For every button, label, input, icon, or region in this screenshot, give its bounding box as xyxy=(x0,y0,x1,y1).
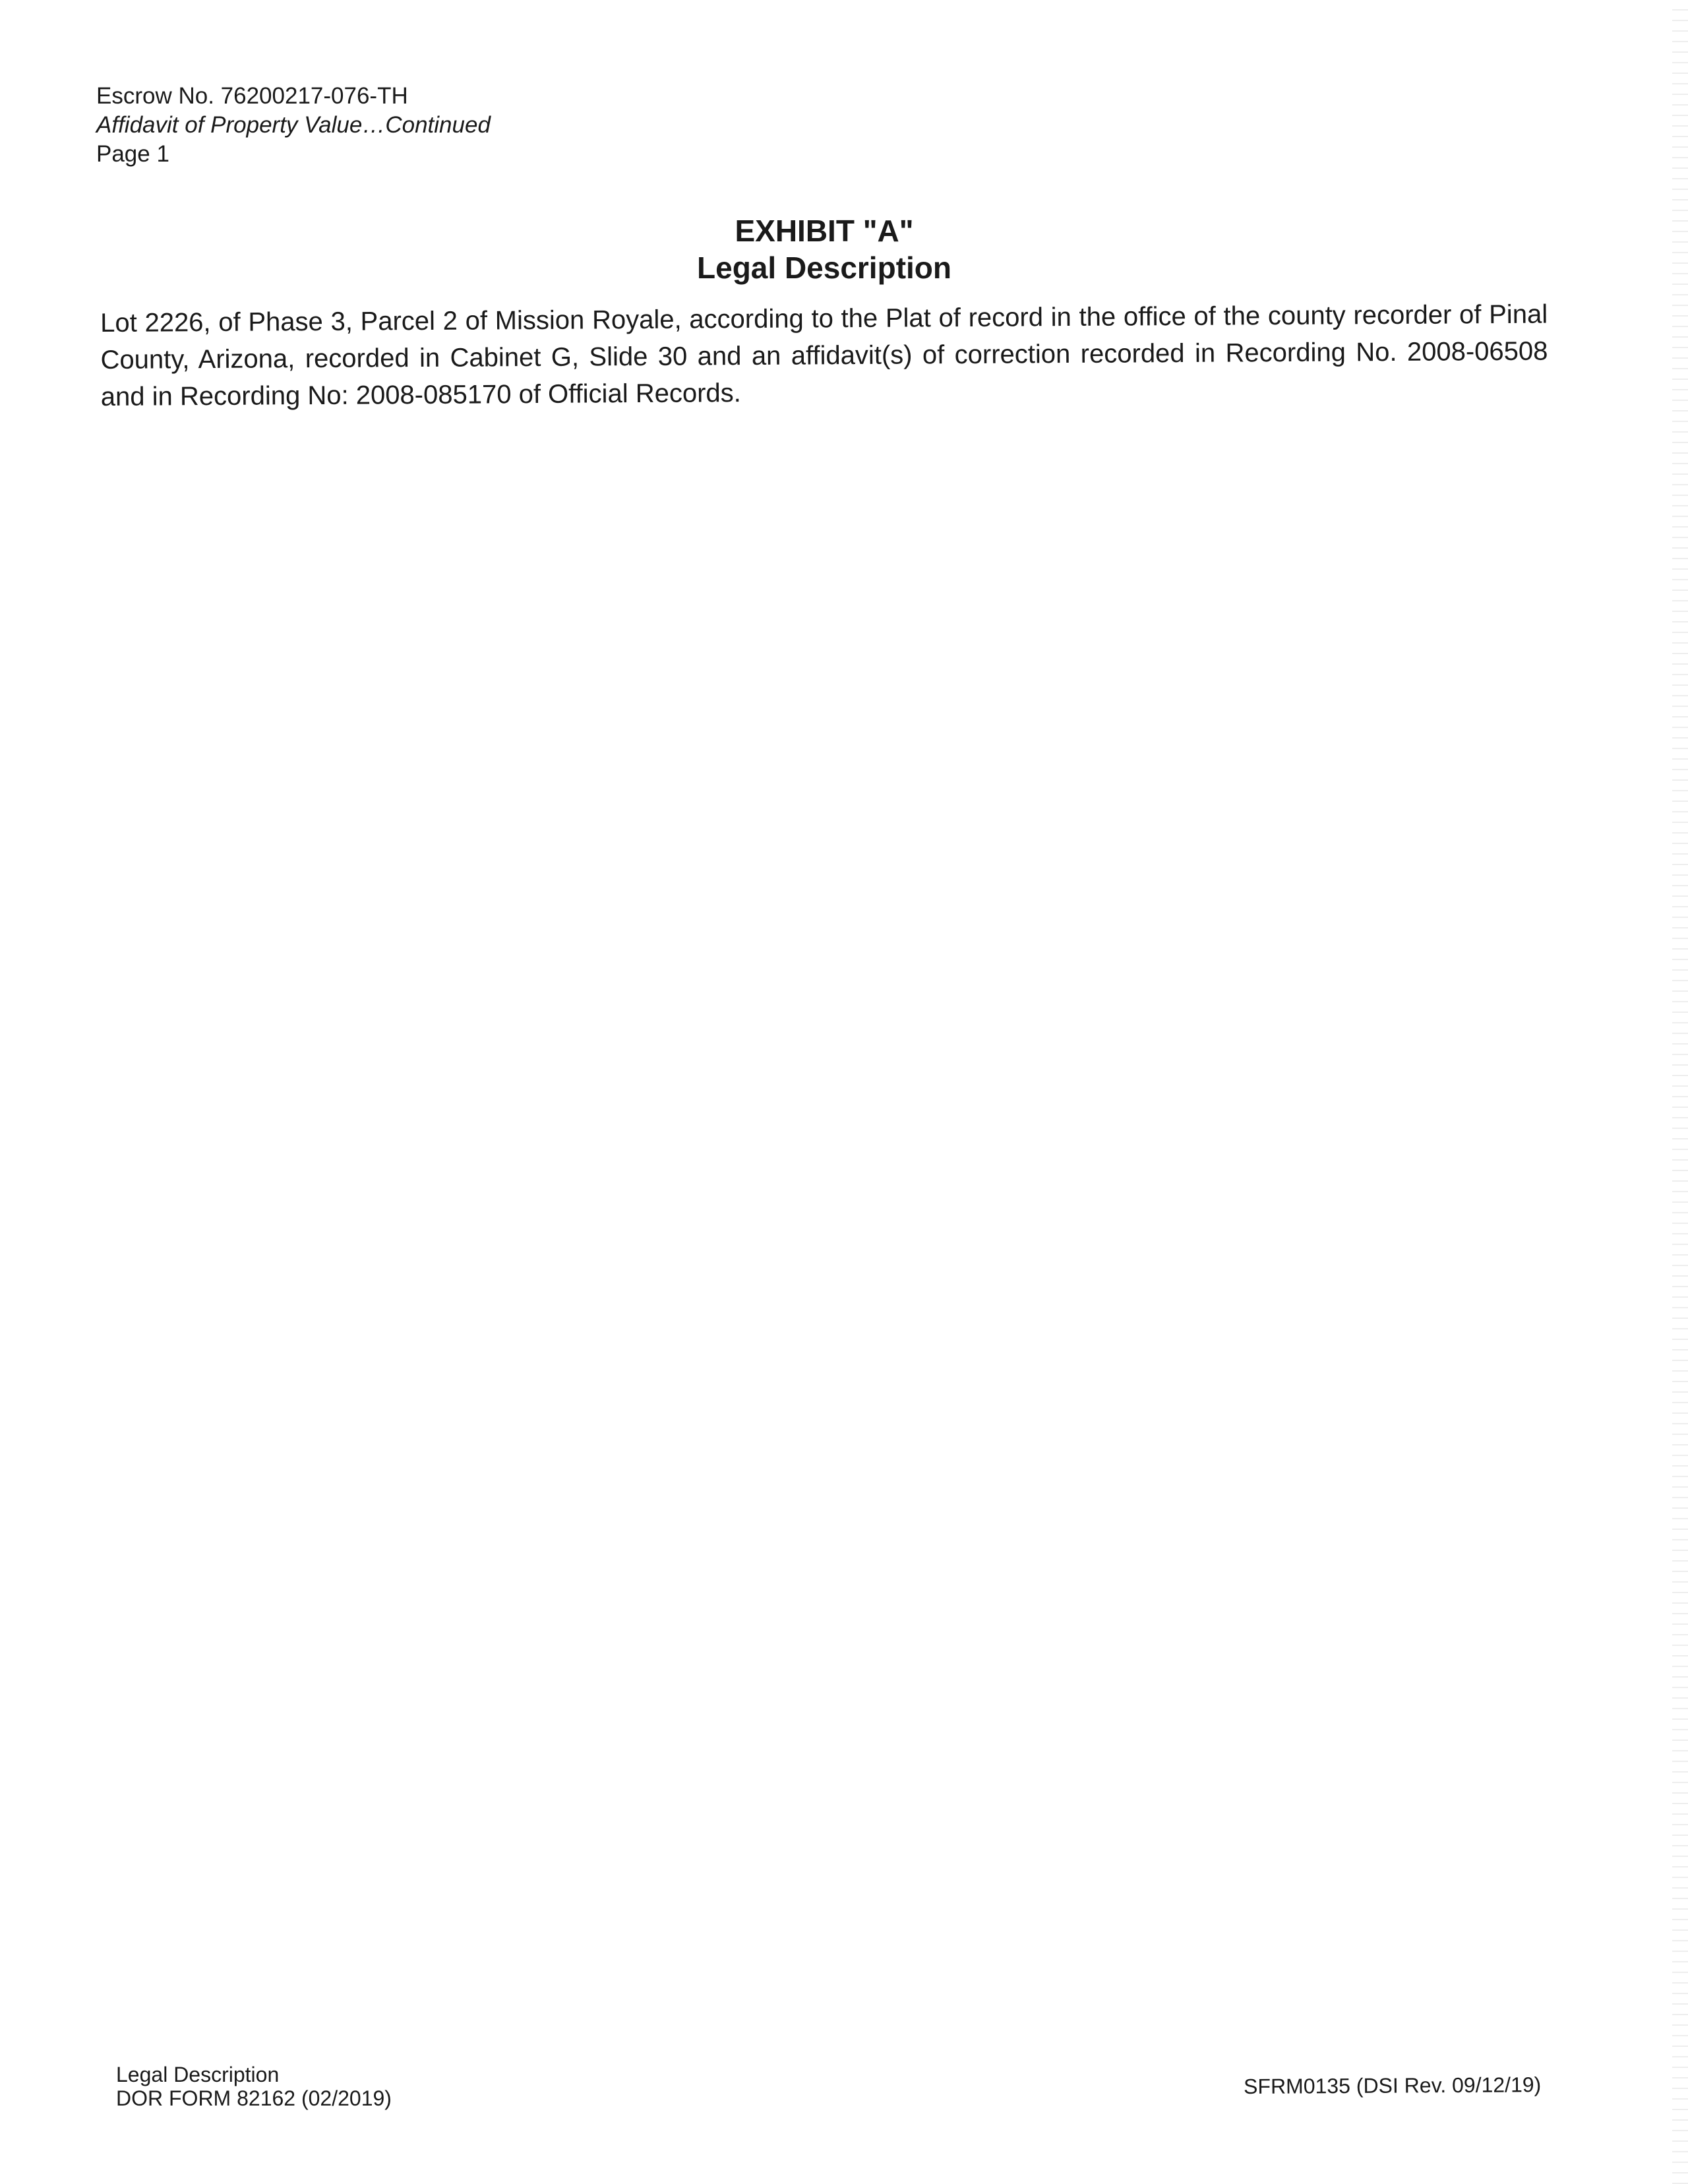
scan-edge-artifact xyxy=(1672,0,1688,2184)
footer-legal-description-label: Legal Description xyxy=(116,2063,280,2086)
page-number: Page 1 xyxy=(96,141,169,167)
footer-left xyxy=(116,2063,392,2110)
document-header xyxy=(96,82,491,169)
exhibit-title-block xyxy=(0,212,1648,286)
footer-revision-code: SFRM0135 (DSI Rev. 09/12/19) xyxy=(1244,2073,1542,2098)
legal-description-paragraph: Lot 2226, of Phase 3, Parcel 2 of Mission Royale, according to the Plat of record in the office of the county recorder of Pinal County, Arizona, recorded in Cabinet G, Slide 30 and an affidavit(s) of correction recorded in Recording No. 2008-06508 and in Recording No: 2008-085170 of Official Records. xyxy=(100,299,1548,411)
affidavit-continued-label: Affidavit of Property Value…Continued xyxy=(96,112,491,138)
footer-form-number: DOR FORM 82162 (02/2019) xyxy=(116,2086,392,2110)
escrow-number: Escrow No. 76200217-076-TH xyxy=(96,83,408,109)
exhibit-title: EXHIBIT "A" xyxy=(735,214,914,248)
legal-description-heading: Legal Description xyxy=(697,251,951,285)
